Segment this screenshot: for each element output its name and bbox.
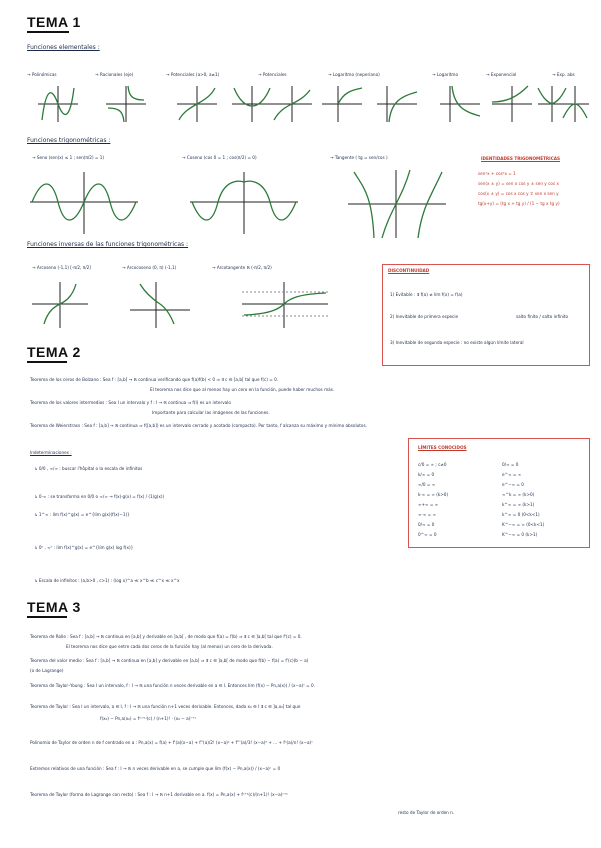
elem-potenciales-1: → Potenciales (a>0, a≠1) [166, 72, 220, 77]
trig-graphs [28, 168, 448, 240]
elem-polinomicas: → Polinómicas [27, 72, 57, 77]
elem-racionales: → Racionales (eje) [95, 72, 134, 77]
sec-inversas: Funciones inversas de las funciones trigonométricas : [27, 241, 189, 248]
elem-exp-abs: → Exp. abs [552, 72, 575, 77]
graph-logaritmo-neperiano [377, 86, 417, 122]
lim-r-4: k^∞ = ∞ (k>1) [502, 502, 535, 507]
tema2-underline [27, 361, 67, 363]
label-coseno: → Coseno (cos 0 = 1 ; cos(π/2) = 0) [182, 155, 257, 160]
lim-l-6: 0/∞ = 0 [418, 522, 435, 527]
disc-2: 2) Inevitable de primera especie [390, 314, 459, 319]
lim-r-3: ∞^k = ∞ (k>0) [502, 492, 535, 497]
indet-3: ↳ 1^∞ : lím f(x)^g(x) = e^{lím g(x)(f(x)−1)} [34, 512, 130, 517]
lim-r-1: e^∞ = ∞ [502, 472, 522, 477]
lim-r-5: k^∞ = 0 (0<k<1) [502, 512, 540, 517]
tema1-title: TEMA 1 [27, 14, 81, 30]
identidad-3: cos(x ± y) = cos x cos y ∓ sen x sen y [478, 191, 559, 196]
valores-intermedios: Teorema de los valores intermedios : Sea I un intervalo y f : I → ℝ continua ⇒ f(I) es un intervalo [30, 400, 231, 405]
graph-potencial-3 [272, 86, 312, 122]
identidad-1: sen²x + cos²x = 1 [478, 171, 516, 176]
inverse-trig-graphs [28, 280, 348, 330]
graph-polinomica [38, 86, 78, 122]
graph-arcocoseno [130, 282, 190, 328]
indet-1: ↳ 0/0 , ∞/∞ : buscar l'hôpital o la escala de infinitos [34, 466, 143, 471]
indet-2: ↳ 0·∞ : se transforma en 0/0 o ∞/∞ → f(x)·g(x) = f(x) / (1/g(x)) [34, 494, 165, 499]
sec-trig: Funciones trigonométricas : [27, 137, 111, 144]
graph-seno [30, 172, 138, 234]
elem-exponencial: → Exponencial [486, 72, 517, 77]
polinomio-taylor: Polinomio de Taylor de orden n de f centrado en a : Pn,a(x) = f(a) + f'(a)(x−a) + f''(a)/2! (x−a)² + f'''(a)/3! (x−a)³ + ... + fⁿ(a)/n! (x−a)ⁿ [30, 740, 313, 745]
elem-potenciales-2: → Potenciales [258, 72, 287, 77]
disc-title: DISCONTINUIDAD [388, 268, 430, 273]
extremos-relativos: Extremos relativos de una función : Sea f : I → ℝ n veces derivable en a, se cumple que lím (f(x) − Pn,a(x)) / (x−a)ⁿ = 0 [30, 766, 281, 771]
identidad-4: tg(x+y) = (tg x + tg y) / (1 − tg x tg y) [478, 201, 560, 206]
taylor-formula: f(x₀) − Pn,a(x₀) = f⁽ⁿ⁺¹⁾(c) / (n+1)! · (x₀ − a)ⁿ⁺¹ [100, 716, 196, 721]
lim-r-2: e^−∞ = 0 [502, 482, 524, 487]
lim-l-2: ∞/0 = ∞ [418, 482, 436, 487]
bolzano: Teorema de los ceros de Bolzano : Sea f : [a,b] → ℝ continua verificando que f(a)f(b) < 0 ⇒ ∃ c ∈ ]a,b[ tal que f(c) = 0. [30, 377, 279, 382]
indet-title: Indeterminaciones : [30, 450, 72, 455]
taylor: Teorema de Taylor : Sea I un intervalo, a ∈ I, f : I → ℝ una función n+1 veces derivable. Entonces, dado x₀ ∈ I ∃ c ∈ ]a,x₀[ tal que [30, 704, 301, 709]
identidades-title: IDENTIDADES TRIGONOMÉTRICAS [481, 156, 561, 161]
disc-1: 1) Evitable : ∃ f(a) ≠ lím f(x) = f(a) [390, 292, 463, 297]
label-arcoseno: → Arcoseno (-1,1) [-π/2, π/2] [32, 265, 91, 270]
graph-exp-abs-1 [538, 86, 566, 122]
tvm: Teorema del valor medio : Sea f : [a,b] → ℝ continua en [a,b] y derivable en ]a,b[ ⇒ ∃ c ∈ ]a,b[ de modo que f(b) − f(a) = f'(c)(b − a) [30, 658, 309, 663]
limites-title: LÍMITES CONOCIDOS [418, 445, 467, 450]
taylor-young: Teorema de Taylor–Young : Sea I un intervalo, f : I → ℝ una función n veces derivable en a ∈ I. Entonces lím (f(x) − Pn,a(x)) / (x−a)ⁿ = 0. [30, 683, 315, 688]
graph-racional [106, 86, 146, 122]
elem-logaritmo: → Logaritmo [432, 72, 459, 77]
disc-2-sub: salto finito / salto infinito [516, 314, 569, 319]
lim-r-0: 0/∞ = 0 [502, 462, 519, 467]
disc-3: 3) Inevitable de segunda especie : no existe algún límite lateral [390, 340, 524, 345]
graph-logaritmo [440, 86, 480, 122]
graph-exp-abs-2 [563, 86, 589, 122]
rolle-note: El teorema nos dice que entre cada dos ceros de la función hay (al menos) un cero de la derivada. [66, 644, 273, 649]
lim-l-3: k·∞ = ∞ (k>0) [418, 492, 449, 497]
label-arcotangente: → Arcotangente ℝ (-π/2, π/2) [212, 265, 272, 270]
valores-note: Importante para calcular las imágenes de las funciones. [152, 410, 270, 415]
tema3-title: TEMA 3 [27, 599, 81, 615]
lim-r-6: K^−∞ = ∞ (0<k<1) [502, 522, 545, 527]
tema3-underline [27, 616, 67, 618]
graph-potencial-2 [232, 86, 272, 122]
graph-exponencial [492, 86, 532, 122]
graph-arcotangente [242, 282, 328, 328]
lim-l-7: 0^∞ = 0 [418, 532, 437, 537]
taylor-resto: Teorema de Taylor (forma de Lagrange con resto) : Sea f : I → ℝ n+1 derivable en a. f(x) = Pn,a(x) + fⁿ⁺¹(c)/(n+1)! (x−a)ⁿ⁺¹ [30, 792, 288, 797]
escala-infinitos: ↳ Escala de infinitos : (a,b>0 , c>1) : (log x)^a ≪ x^b ≪ c^x ≪ x^x [34, 578, 180, 583]
label-arcocoseno: → Arcocoseno (0, π) (-1,1) [122, 265, 177, 270]
graph-potencial-1 [177, 86, 217, 122]
lim-l-5: ∞·∞ = ∞ [418, 512, 436, 517]
label-tangente: → Tangente ( tg = sen/cos ) [330, 155, 388, 160]
tvm-note: (o de Lagrange) [30, 668, 64, 673]
tema2-title: TEMA 2 [27, 344, 81, 360]
graph-tangente [348, 170, 446, 238]
lim-l-0: c/0 = ∞ ; c≠0 [418, 462, 447, 467]
sec-elementales: Funciones elementales : [27, 44, 100, 51]
graph-coseno [190, 172, 298, 234]
weierstrass: Teorema de Weierstrass : Sea f : [a,b] → ℝ continua ⇒ f([a,b]) es un intervalo cerrado y acotado (compacto). Por tanto, f alcanza su máximo y mínimo absolutos. [30, 423, 367, 428]
tema1-underline [27, 31, 69, 33]
elem-logaritmo-neperiano: → Logaritmo (neperiano) [328, 72, 380, 77]
lim-l-1: k/∞ = 0 [418, 472, 435, 477]
graph-potencial-4 [322, 86, 362, 122]
label-seno: → Seno (sen(x) ≤ 1 ; sen(π/2) = 1) [32, 155, 105, 160]
lim-l-4: ∞+∞ = ∞ [418, 502, 439, 507]
lim-r-7: K^−∞ = 0 (k>1) [502, 532, 538, 537]
graph-arcoseno [32, 282, 88, 328]
identidad-2: sen(x ± y) = sen x cos y ± sen y cos x [478, 181, 559, 186]
rolle: Teorema de Rolle : Sea f : [a,b] → ℝ continua en [a,b] y derivable en ]a,b[ , de modo que f(a) = f(b) ⇒ ∃ c ∈ ]a,b[ tal que f'(c) = 0. [30, 634, 302, 639]
indet-4: ↳ 0⁰ , ∞⁰ : lím f(x)^g(x) = e^{lím g(x) log f(x)} [34, 545, 134, 550]
bolzano-note: El teorema nos dice que al menos hay un cero en la función, puede haber muchos más. [150, 387, 335, 392]
resto-note: resto de Taylor de orden n. [398, 810, 455, 815]
elementary-graphs [28, 82, 588, 124]
